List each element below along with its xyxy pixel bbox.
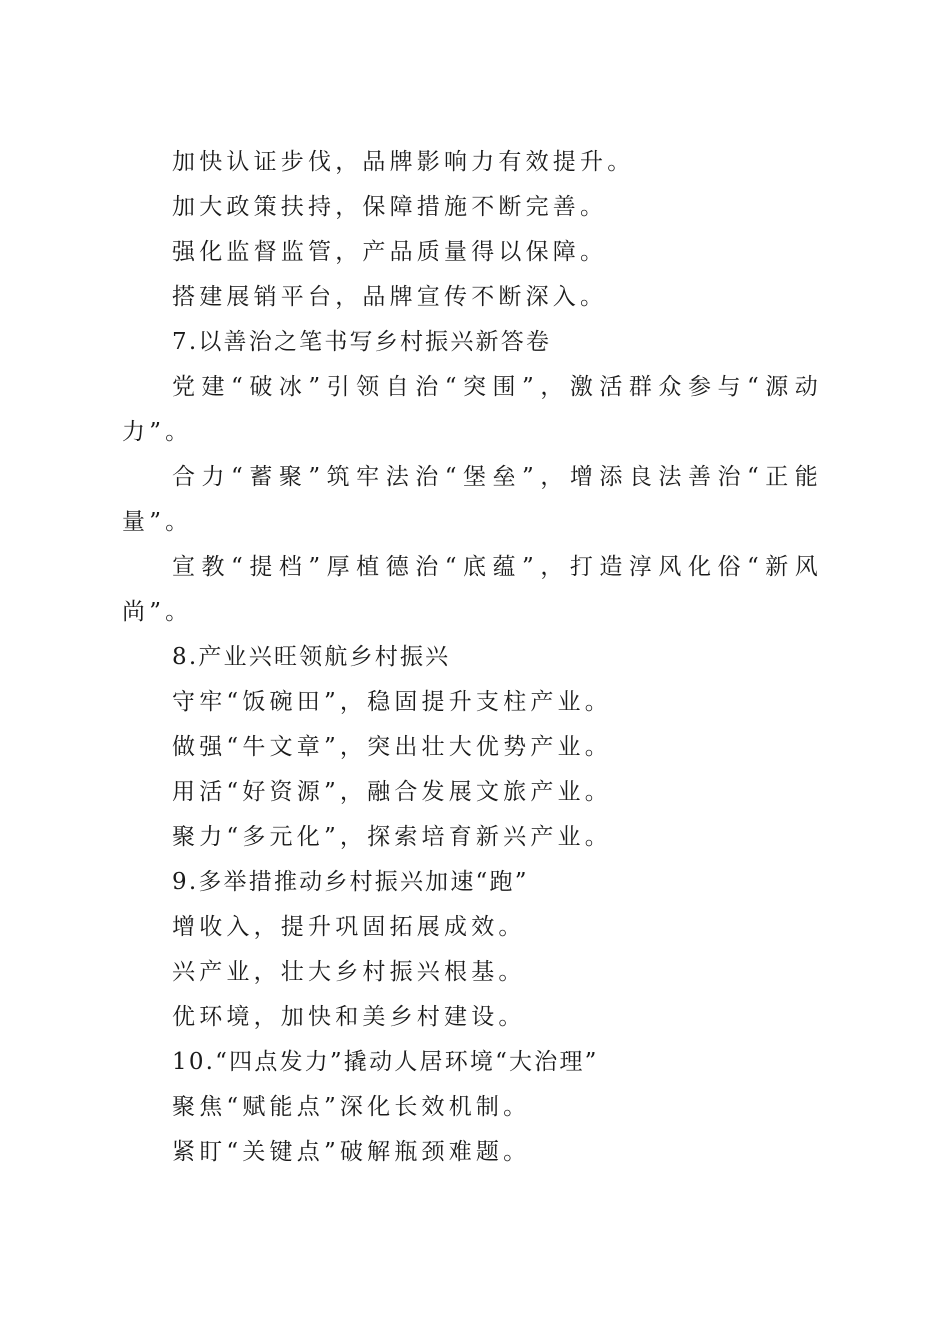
- document-body: [122, 140, 822, 1175]
- paragraph-line: 做强“牛文章”，突出壮大优势产业。: [172, 734, 612, 760]
- paragraph-line: 搭建展销平台，品牌宣传不断深入。: [172, 284, 608, 310]
- paragraph-line: 加大政策扶持，保障措施不断完善。: [172, 194, 608, 220]
- paragraph-line: 聚力“多元化”，探索培育新兴产业。: [172, 824, 612, 850]
- paragraph-line: 聚焦“赋能点”深化长效机制。: [172, 1094, 531, 1120]
- paragraph-line: 加快认证步伐，品牌影响力有效提升。: [172, 149, 635, 175]
- section-heading: 7.以善治之笔书写乡村振兴新答卷: [172, 329, 552, 355]
- paragraph-line: 宣教“提档”厚植德治“底蕴”，打造淳风化俗“新风尚”。: [122, 554, 822, 625]
- paragraph-line: 用活“好资源”，融合发展文旅产业。: [172, 779, 612, 805]
- paragraph-line: 优环境，加快和美乡村建设。: [172, 1004, 526, 1030]
- paragraph-line: 增收入，提升巩固拓展成效。: [172, 914, 526, 940]
- section-heading: 9.多举措推动乡村振兴加速“跑”: [172, 869, 529, 895]
- paragraph-line: 党建“破冰”引领自治“突围”，激活群众参与“源动力”。: [122, 374, 822, 445]
- section-heading: 10.“四点发力”撬动人居环境“大治理”: [172, 1049, 599, 1075]
- paragraph-line: 强化监督监管，产品质量得以保障。: [172, 239, 608, 265]
- paragraph-line: 兴产业，壮大乡村振兴根基。: [172, 959, 526, 985]
- paragraph-line: 守牢“饭碗田”，稳固提升支柱产业。: [172, 689, 612, 715]
- paragraph-line: 紧盯“关键点”破解瓶颈难题。: [172, 1139, 531, 1165]
- section-heading: 8.产业兴旺领航乡村振兴: [172, 644, 451, 670]
- paragraph-line: 合力“蓄聚”筑牢法治“堡垒”，增添良法善治“正能量”。: [122, 464, 822, 535]
